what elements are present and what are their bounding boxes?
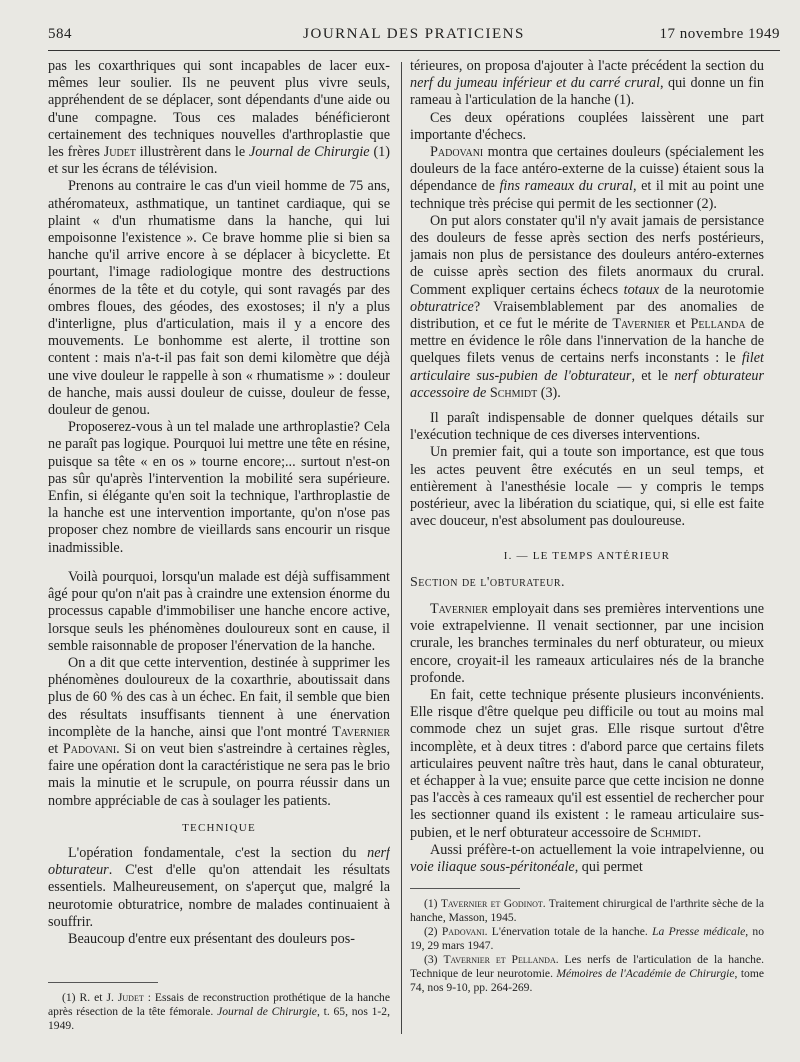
header-rule [48, 50, 780, 51]
author-name: Judet [103, 144, 136, 161]
footnote-rule [48, 982, 158, 983]
paragraph: Ces deux opérations couplées laissèrent une part importante d'échecs. [410, 109, 764, 143]
column-separator [401, 62, 402, 1034]
footnote: (3) Tavernier et Pellanda. Les nerfs de l'articulation de la hanche. Technique de leur neurotomie. Mémoires de l'Académie de Chirurgie, tome 74, nos 9-10, pp. 264-269. [410, 953, 764, 995]
journal-title: JOURNAL DES PRATICIENS [303, 26, 525, 42]
section-heading: TECHNIQUE [182, 821, 256, 834]
issue-date: 17 novembre 1949 [659, 26, 780, 42]
paragraph: L'opération fondamentale, c'est la section du nerf obturateur. C'est d'elle qu'on attendait les résultats essentiels. Malheureusement, on s'aperçut que, malgré la neurotomie obturatrice, nombre de malades continuaient à souffrir. [48, 844, 390, 930]
page-number: 584 [48, 26, 72, 42]
author-name: Tavernier [612, 316, 671, 333]
footnote: (1) R. et J. Judet : Essais de reconstruction prothétique de la hanche après résection de la tête fémorale. Journal de Chirurgie, t. 65, nos 1-2, 1949. [48, 982, 390, 1033]
paragraph: pas les coxarthriques qui sont incapables de lacer eux-mêmes leur soulier. Ils ne peuvent plus vivre seuls, appréhendent de se déplacer, sont dépendants d'une aide ou d'une compagne. Tous ces malades bénéficieront certainement des techniques nouvelles d'arthroplastie que les frères Judet illustrèrent dans le Journal de Chirurgie (1) et sur les écrans de télévision. [48, 58, 390, 178]
author-name: Padovani [62, 740, 117, 757]
left-column [48, 58, 390, 1052]
author-name: Pellanda [690, 316, 746, 333]
paragraph: Aussi préfère-t-on actuellement la voie intrapelvienne, ou voie iliaque sous-péritonéale, qui permet [410, 841, 764, 875]
footnote-rule [410, 888, 520, 889]
author-name: Schmidt [650, 824, 698, 841]
footnote: (1) Tavernier et Godinot. Traitement chirurgical de l'arthrite sèche de la hanche, Masson, 1945. [410, 897, 764, 925]
subsection-heading: Section de l'obturateur. [410, 574, 566, 590]
paragraph: On a dit que cette intervention, destinée à supprimer les phénomènes douloureux de la coxarthrie, aboutissait dans plus de 60 % des cas à un échec. En fait, il semble que bien des résultats insuffisants tiennent à une énervation incomplète de la hanche, ainsi que l'ont montré Tavernier et Padovani. Si on veut bien s'astreindre à certaines règles, faire une opération dont la caractéristique ne sera pas le brio mais la minutie et le scrupule, on pourra réussir dans un nombre appréciable de cas à soulager les patients. [48, 654, 390, 809]
paragraph: térieures, on proposa d'ajouter à l'acte précédent la section du nerf du jumeau inférieur et du carré crural, qui donne un fin rameau à l'articulation de la hanche (1). [410, 58, 764, 109]
footnote: (2) Padovani. L'énervation totale de la hanche. La Presse médicale, no 19, 29 mars 1947. [410, 925, 764, 953]
author-name: Schmidt [486, 384, 538, 401]
paragraph: Voilà pourquoi, lorsqu'un malade est déjà suffisamment âgé pour qu'on n'ait pas à craindre une extension énorme du processus capable d'immobiliser une hanche encore active, lorsque seuls les phénomènes douloureux sont en cause, il semble raisonnable de proposer l'énervation de la hanche. [48, 568, 390, 654]
section-heading: I. — LE TEMPS ANTÉRIEUR [503, 550, 671, 563]
running-header [48, 26, 780, 48]
paragraph: Proposerez-vous à un tel malade une arthroplastie? Cela ne paraît pas logique. Pourquoi lui mettre une tête en résine, puisque sa tête « en os » tourne encore;... surtout n'est-on pas sûr qu'après l'intervention la mobilité sera supérieure. Enfin, si élégante qu'en soit la technique, l'arthroplastie de la hanche est une intervention importante, qu'on n'ose pas proposer chez nombre de vieillards sans encourir un risque inadmissible. [48, 419, 390, 556]
paragraph: Beaucoup d'entre eux présentant des douleurs pos- [68, 930, 356, 947]
paragraph: En fait, cette technique présente plusieurs inconvénients. Elle risque d'être quelque peu difficile ou tout au moins mal commode chez un sujet gras. Elle risque surtout d'être incomplète, et à deux titres : d'abord parce que certains filets articulaires peuvent naître très haut, dans le canal obturateur, et échapper à la vue; ensuite parce que cette incision ne donne pas l'accès à ces rameaux qu'il est essentiel de rechercher pour les sectionner quand ils existent : le rameau articulaire sus-pubien, et le nerf obturateur accessoire de Schmidt. [410, 686, 764, 841]
author-name: Tavernier [332, 723, 390, 740]
paragraph: Padovani montra que certaines douleurs (spécialement les douleurs de la face antéro-externe de la cuisse) étaient sous la dépendance de fins rameaux du crural, et il mit au point une technique très précise qui permit de les sectionner (2). [410, 144, 764, 212]
author-name: Padovani [430, 144, 484, 161]
paragraph: Un premier fait, qui a toute son importance, est que tous les actes peuvent être exécutés en un seul temps, et entièrement à l'anesthésie locale — y compris le temps postérieur, avec la libération du sciatique, qui, si elle est faite avec douceur, n'est absolument pas douloureuse. [410, 444, 764, 530]
journal-name: Journal de Chirurgie [248, 144, 370, 161]
paragraph: Il paraît indispensable de donner quelques détails sur l'exécution technique de ces diverses interventions. [410, 410, 764, 444]
paragraph: On put alors constater qu'il n'y avait jamais de persistance des douleurs de fesse après section des nerfs postérieurs, jamais non plus de persistance des douleurs antéro-externes de cuisse après section des filets anormaux du crural. Comment expliquer certains échecs totaux de la neurotomie obturatrice? Vraisemblablement par des anomalies de distribution, et ce fut le mérite de Tavernier et Pellanda de mettre en évidence le rôle dans l'innervation de la hanche de quelques filets venus de certains nerfs inconstants : le filet articulaire sus-pubien de l'obturateur, et le nerf obturateur accessoire de Schmidt (3). [410, 212, 764, 401]
author-name: Tavernier [430, 600, 488, 617]
paragraph: Prenons au contraire le cas d'un vieil homme de 75 ans, athéromateux, asthmatique, un tantinet cardiaque, qui se plaint « d'un rhumatisme dans la hanche, qui lui empoisonne l'existence ». Ce brave homme plie si bien sa hanche qu'il arrive encore à se déplacer à bicyclette. Et pourtant, l'image radiologique montre des destructions énormes de la tête et du cotyle, qui sont ravagés par des ombres floues, des géodes, des exostoses; il n'y a plus d'interligne, plus d'articulation, mais il y a encore des mouvements. Le bonhomme est alerte, il trottine son content : mais n'a-t-il pas fait son demi kilomètre que déjà une vive douleur le rappelle à son « rhumatisme » : douleur de hanche, mais aussi douleur de cuisse, douleur de fesse, douleur de genou. [48, 178, 390, 419]
paragraph: Tavernier employait dans ses premières interventions une voie extrapelvienne. Il venait sectionner, par une incision crurale, les branches terminales du nerf obturateur, ou mieux encore, croyait-il les rameaux articulaires nés de la branche profonde. [410, 600, 764, 686]
right-column [410, 58, 764, 1052]
